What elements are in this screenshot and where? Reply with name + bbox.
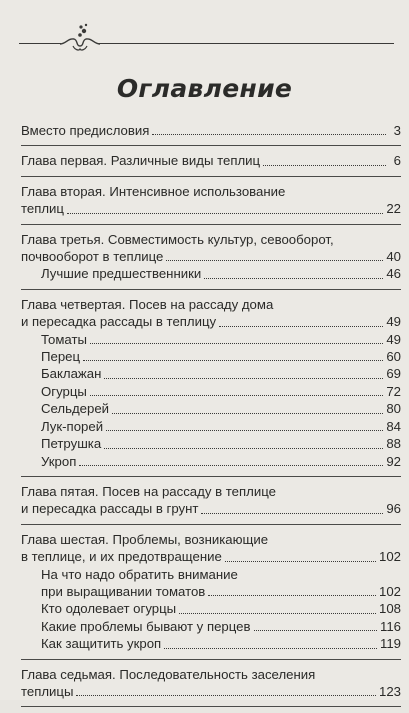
separator (21, 659, 401, 660)
toc-entry-chapter-7[interactable] (21, 666, 401, 701)
toc-page-number: 3 (393, 123, 401, 138)
toc-subentry[interactable] (21, 600, 401, 617)
toc-subentry-label: Как защитить укроп (41, 636, 162, 652)
toc-page-number: 22 (386, 201, 401, 217)
toc-entry-preface[interactable] (21, 122, 401, 139)
toc-subentry-label: Кто одолевает огурцы (41, 601, 177, 617)
table-of-contents (21, 122, 401, 713)
sprout-ornament-icon (58, 22, 102, 54)
toc-subentry[interactable] (21, 418, 401, 435)
toc-entry-label-line2: и пересадка рассады в грунт (21, 501, 199, 517)
toc-subentry[interactable] (21, 435, 401, 452)
toc-entry-label-line1: Глава седьмая. Последовательность заселения (21, 666, 316, 682)
toc-entry-label-line1: Глава шестая. Проблемы, возникающие (21, 531, 269, 547)
toc-subentry-label: Баклажан (41, 366, 102, 382)
toc-subentry-label: Сельдерей (41, 401, 110, 417)
dot-leader (76, 695, 376, 696)
dot-leader (104, 378, 383, 379)
toc-entry-chapter-4[interactable] (21, 296, 401, 331)
dot-leader (201, 513, 383, 514)
toc-entry-label-line1: Глава четвертая. Посев на рассаду дома (21, 296, 274, 312)
toc-page-number: 49 (386, 331, 401, 347)
toc-page-number: 123 (378, 683, 401, 699)
dot-leader (104, 448, 383, 449)
dot-leader (204, 278, 383, 279)
toc-page-number: 46 (386, 266, 401, 282)
toc-page-number: 119 (379, 636, 401, 652)
toc-subentry[interactable] (21, 383, 401, 400)
toc-entry-label-line2: в теплице, и их предотвращение (21, 549, 222, 565)
toc-entry-label-line1: Глава пятая. Посев на рассаду в теплице (21, 483, 276, 499)
toc-entry-label-line2: почвооборот в теплице (21, 249, 164, 265)
dot-leader (164, 648, 377, 649)
separator (21, 224, 401, 225)
toc-subentry-label: Томаты (41, 331, 87, 347)
toc-entry-label-line2: теплиц (21, 201, 64, 217)
toc-entry-label-line1: Глава вторая. Интенсивное использование (21, 183, 286, 199)
toc-subentry[interactable] (21, 331, 401, 348)
toc-page-number: 92 (386, 453, 401, 469)
dot-leader (90, 395, 383, 396)
page-title: Оглавление (116, 74, 293, 103)
toc-page-number: 80 (386, 401, 401, 417)
toc-subentry-label: Перец (41, 349, 81, 365)
toc-subentry-label: Огурцы (41, 383, 87, 399)
toc-page-number: 49 (386, 314, 401, 330)
toc-entry-label: Глава первая. Различные виды теплиц (21, 153, 261, 169)
toc-subentry-label: Какие проблемы бывают у перцев (41, 618, 251, 634)
toc-subentry[interactable] (21, 265, 401, 282)
toc-subentry[interactable] (21, 400, 401, 417)
dot-leader (179, 613, 376, 614)
toc-entry-chapter-6[interactable] (21, 531, 401, 566)
toc-page-number: 96 (386, 501, 401, 517)
toc-page-number: 60 (386, 349, 401, 365)
toc-subentry-label: Петрушка (41, 436, 102, 452)
toc-entry-label: Вместо предисловия (21, 123, 150, 138)
toc-subentry-label: Лучшие предшественники (41, 266, 202, 282)
toc-page-number: 108 (378, 601, 401, 617)
dot-leader (79, 465, 383, 466)
separator (21, 706, 401, 707)
toc-subentry[interactable] (21, 566, 401, 601)
toc-page-number: 84 (386, 418, 401, 434)
toc-subentry[interactable] (21, 348, 401, 365)
dot-leader (112, 413, 383, 414)
dot-leader (219, 326, 383, 327)
toc-page-number: 102 (378, 583, 401, 599)
dot-leader (263, 165, 386, 166)
separator (21, 176, 401, 177)
toc-subentry-label: Лук-порей (41, 418, 104, 434)
toc-page-number: 116 (379, 618, 401, 634)
toc-page-number: 88 (386, 436, 401, 452)
dot-leader (254, 630, 377, 631)
toc-page-number: 69 (386, 366, 401, 382)
dot-leader (106, 430, 383, 431)
toc-entry-chapter-3[interactable] (21, 231, 401, 266)
toc-entry-chapter-2[interactable] (21, 183, 401, 218)
toc-page-number: 102 (378, 549, 401, 565)
toc-subentry[interactable] (21, 618, 401, 635)
toc-entry-chapter-5[interactable] (21, 483, 401, 518)
toc-subentry-label-line2: при выращивании томатов (41, 583, 206, 599)
toc-subentry[interactable] (21, 365, 401, 382)
toc-entry-label-line2: и пересадка рассады в теплицу (21, 314, 217, 330)
toc-subentry[interactable] (21, 635, 401, 652)
toc-page-number: 72 (386, 383, 401, 399)
dot-leader (83, 360, 383, 361)
toc-entry-label-line1: Глава третья. Совместимость культур, севооборот, (21, 231, 334, 247)
toc-subentry-label: Укроп (41, 453, 77, 469)
header-rule-left (19, 43, 61, 44)
toc-subentry-label-line1: На что надо обратить внимание (41, 566, 238, 582)
dot-leader (152, 134, 386, 135)
dot-leader (90, 343, 383, 344)
separator (21, 476, 401, 477)
dot-leader (166, 260, 383, 261)
separator (21, 289, 401, 290)
toc-page-number: 6 (393, 153, 401, 169)
toc-entry-label-line2: теплицы (21, 683, 74, 699)
header-rule-right (98, 43, 394, 44)
dot-leader (208, 595, 376, 596)
dot-leader (225, 561, 376, 562)
separator (21, 145, 401, 146)
toc-subentry[interactable] (21, 453, 401, 470)
toc-entry-chapter-1[interactable] (21, 152, 401, 169)
toc-page-number: 40 (386, 249, 401, 265)
separator (21, 524, 401, 525)
dot-leader (67, 213, 383, 214)
